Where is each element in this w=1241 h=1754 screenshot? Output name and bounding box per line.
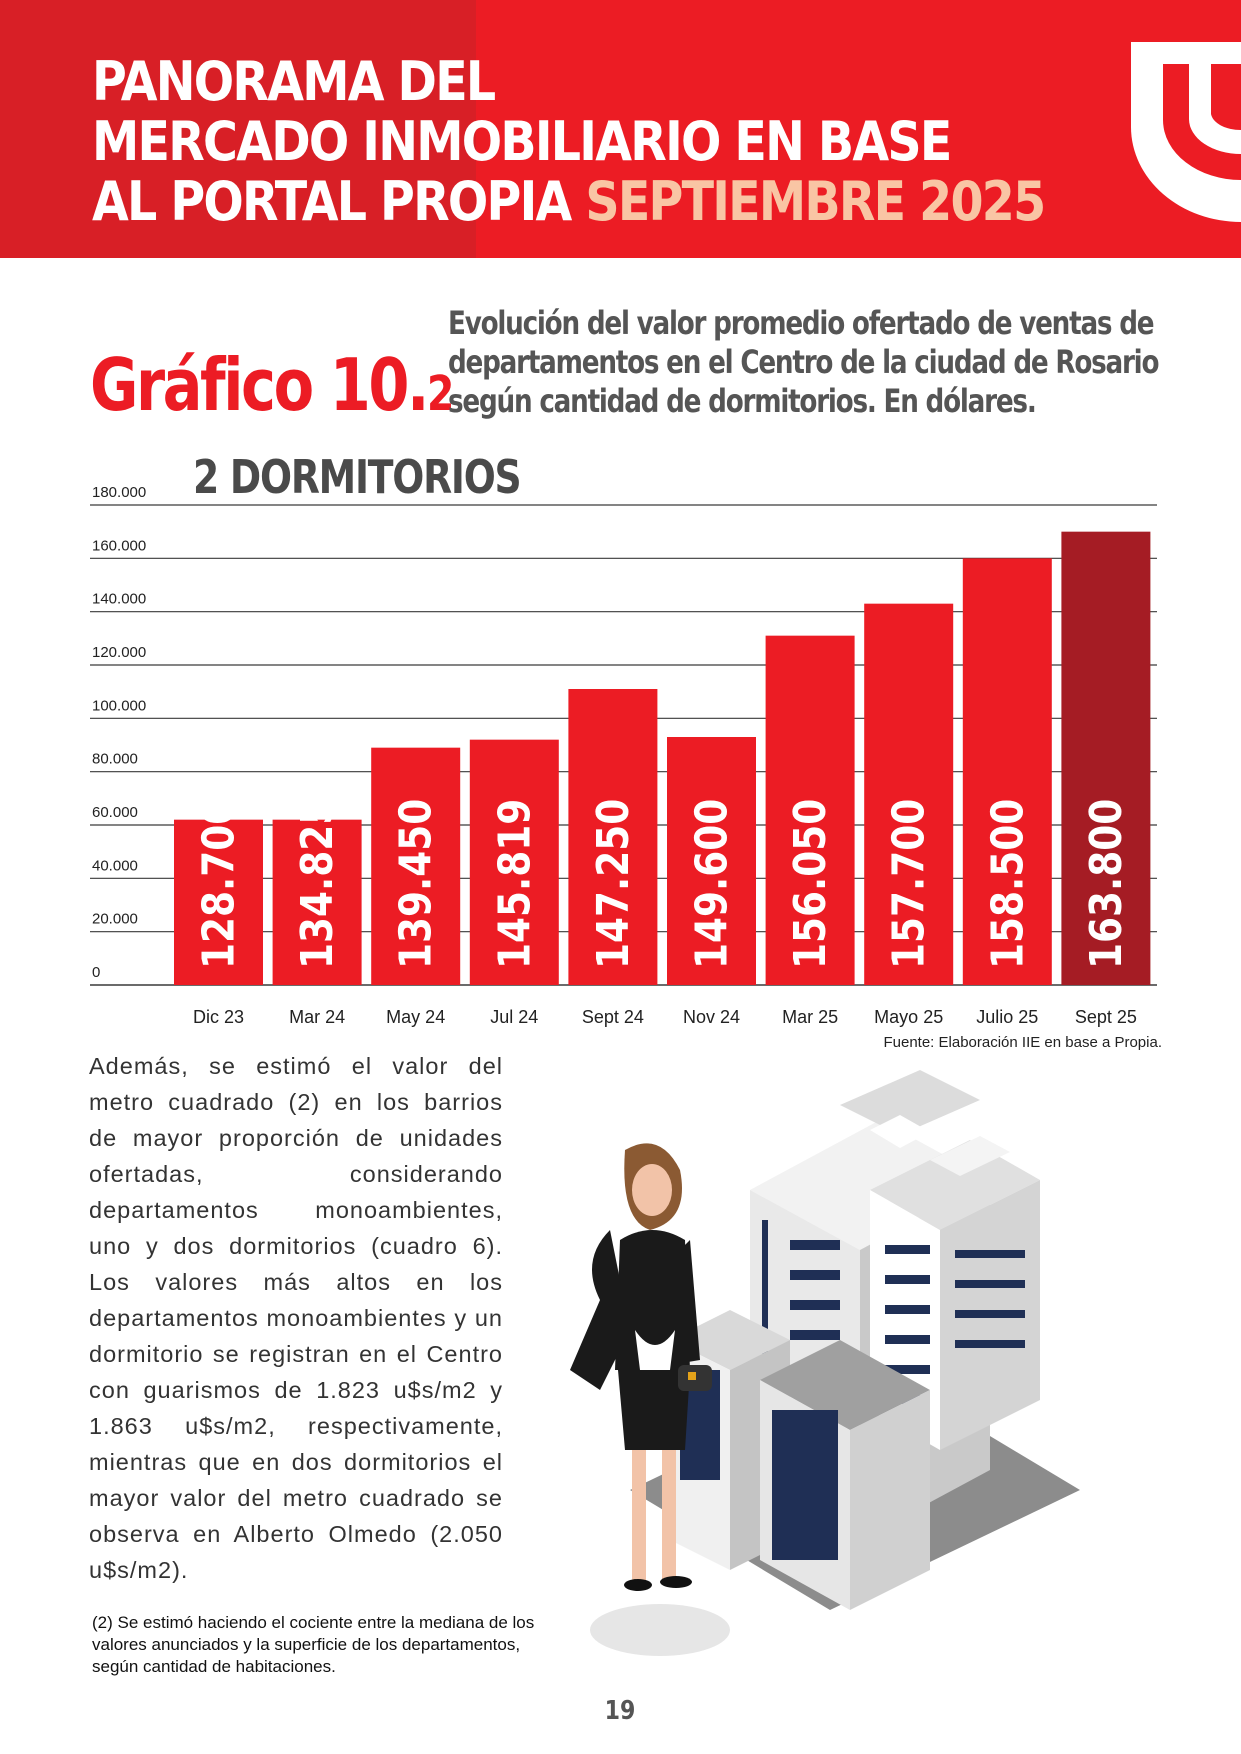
y-tick-label: 120.000 xyxy=(92,644,147,661)
bar-data-label: 139.450 xyxy=(389,798,442,969)
header-title-accent: SEPTIEMBRE 2025 xyxy=(585,170,1045,233)
page-number: 19 xyxy=(604,1696,636,1726)
y-tick-label: 180.000 xyxy=(92,484,147,501)
bar-data-label: 134.825 xyxy=(291,798,343,969)
bar-data-label: 145.819 xyxy=(488,798,541,969)
y-tick-label: 80.000 xyxy=(92,750,138,768)
x-tick-label: Nov 24 xyxy=(682,1007,741,1027)
y-tick-label: 40.000 xyxy=(92,857,138,875)
bar-data-label: 149.600 xyxy=(685,798,738,969)
x-tick-label: Mar 25 xyxy=(782,1007,839,1027)
y-tick-label: 140.000 xyxy=(92,590,147,608)
page-header xyxy=(0,0,1241,258)
figure-description: Evolución del valor promedio ofertado de ventas de departamentos en el Centro de la ciudad de Rosario según cantidad de dormitorios. En dólares. xyxy=(448,304,1159,420)
bar-data-label: 158.500 xyxy=(981,798,1034,969)
footnote: (2) Se estimó haciendo el cociente entre la mediana de los valores anunciados y la superficie de los departamentos, según cantidad de habitaciones. xyxy=(92,1613,535,1676)
x-tick-label: Mayo 25 xyxy=(874,1007,944,1027)
figure-label xyxy=(90,345,454,434)
x-tick-label: May 24 xyxy=(386,1007,446,1027)
header-title-line3: AL PORTAL PROPIA xyxy=(92,170,571,233)
x-tick-label: Julio 25 xyxy=(976,1007,1039,1027)
header-title xyxy=(92,52,1044,232)
figure-label-main: Gráfico 10. xyxy=(90,343,427,427)
x-tick-label: Dic 23 xyxy=(192,1007,245,1027)
chart-title: 2 DORMITORIOS xyxy=(193,450,521,504)
bar-data-label: 147.250 xyxy=(586,798,639,969)
buildings-woman-illustration xyxy=(540,1070,1220,1670)
bar-data-label: 156.050 xyxy=(784,798,836,969)
bar-data-label: 157.700 xyxy=(882,798,935,969)
y-tick-label: 160.000 xyxy=(92,537,147,555)
x-tick-label: Jul 24 xyxy=(490,1007,539,1027)
bar-chart xyxy=(0,470,1241,1030)
y-tick-label: 0 xyxy=(92,964,101,981)
figure-label-suffix: 2 xyxy=(426,366,454,422)
x-tick-label: Sept 25 xyxy=(1074,1007,1137,1027)
x-tick-label: Mar 24 xyxy=(289,1007,346,1027)
chart-source: Fuente: Elaboración IIE en base a Propia. xyxy=(883,1034,1162,1051)
header-title-line2: MERCADO INMOBILIARIO EN BASE xyxy=(92,110,951,173)
y-tick-label: 100.000 xyxy=(92,697,147,715)
header-title-line1: PANORAMA DEL xyxy=(92,50,495,113)
y-tick-label: 60.000 xyxy=(92,804,138,821)
bar-data-label: 128.700 xyxy=(192,798,245,969)
propia-logo-icon xyxy=(1101,22,1241,242)
x-tick-label: Sept 24 xyxy=(581,1007,644,1027)
y-tick-label: 20.000 xyxy=(92,910,138,928)
bar-data-label: 163.800 xyxy=(1079,798,1132,969)
body-paragraph: Además, se estimó el valor del metro cuadrado (2) en los barrios de mayor proporción de unidades ofertadas, considerando departamentos monoambientes, uno y dos dormitorios (cuadro 6). Los valores más altos en los departamentos monoambientes y un dormitorio se registran en el Centro con guarismos de 1.823 u$s/m2 y 1.863 u$s/m2, respectivamente, mientras que en dos dormitorios el mayor valor del metro cuadrado se observa en Alberto Olmedo (2.050 u$s/m2). xyxy=(89,1053,503,1583)
